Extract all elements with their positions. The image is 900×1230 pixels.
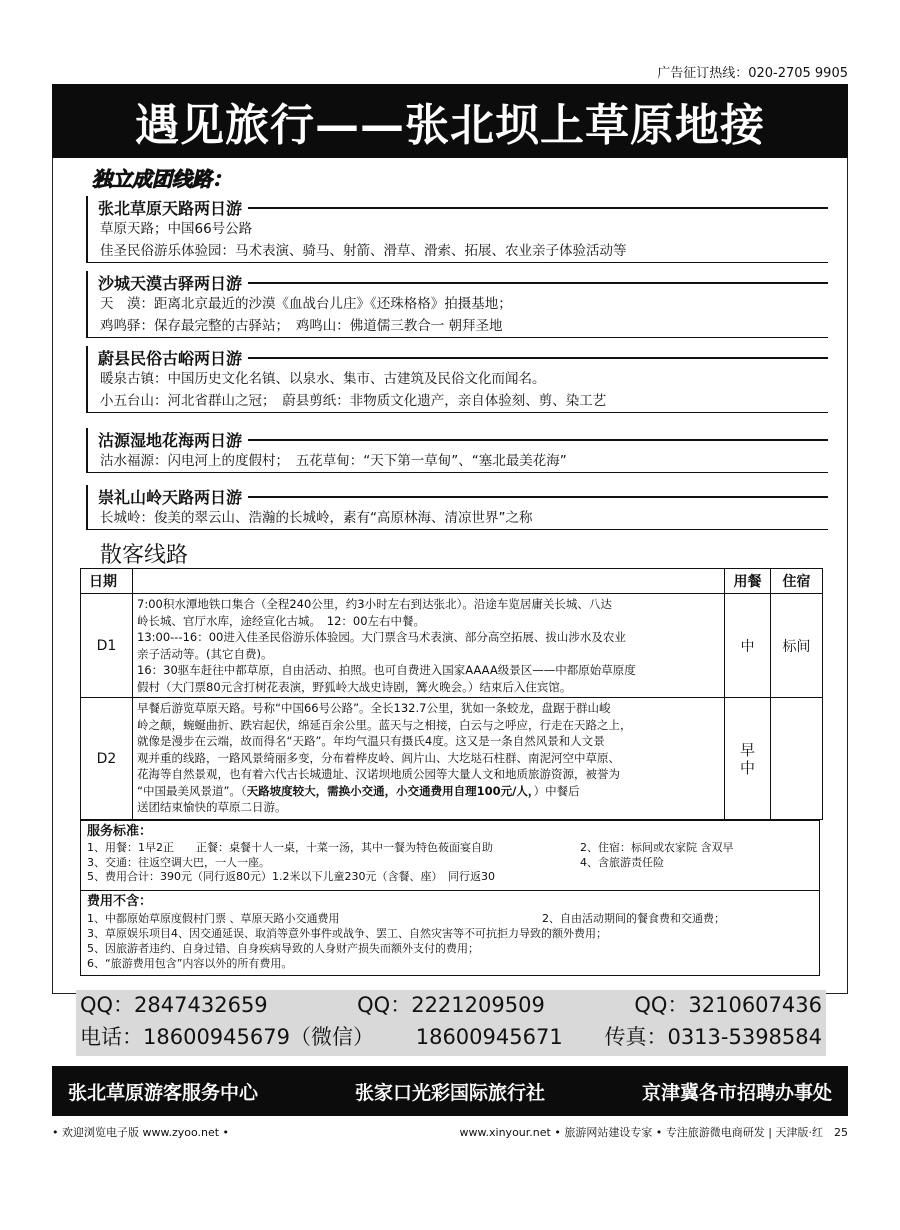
desc-line: 观并重的线路，一路风景绮丽多变，分布着桦皮岭、闾片山、大圪垯石柱群、南泥河空中草原、 bbox=[137, 750, 620, 765]
day-cell: D2 bbox=[81, 698, 133, 820]
day-cell: D1 bbox=[81, 594, 133, 698]
route-block bbox=[86, 346, 828, 413]
individual-routes-heading: 散客线路 bbox=[100, 543, 189, 568]
route-line: 草原天路；中国66号公路 bbox=[100, 221, 253, 237]
route-line: 沽水福源：闪电河上的度假村； 五花草甸：“天下第一草甸”、“塞北最美花海” bbox=[100, 453, 567, 469]
route-line: 鸡鸣驿：保存最完整的古驿站； 鸡鸣山：佛道儒三教合一 朝拜圣地 bbox=[100, 318, 503, 334]
route-title: 蔚县民俗古峪两日游 bbox=[98, 348, 243, 368]
company-name: 张北草原游客服务中心 bbox=[68, 1081, 259, 1104]
route-block bbox=[86, 196, 828, 263]
exclude-item: 5、因旅游者违约、自身过错、自身疾病导致的人身财产损失而额外支付的费用； bbox=[87, 942, 479, 955]
page-footer bbox=[52, 1124, 848, 1140]
desc-part: ）中餐后 bbox=[533, 783, 580, 798]
service-item: 2、住宿：标间或农家院 含双早 bbox=[580, 841, 734, 854]
stay-cell: 标间 bbox=[771, 594, 823, 698]
desc-line: 16：30驱车赶往中都草原，自由活动、拍照。也可自费进入国家AAAA级景区——中都原始草原度 bbox=[137, 663, 636, 677]
service-title: 服务标准： bbox=[87, 824, 153, 839]
route-line: 暖泉古镇：中国历史文化名镇、以泉水、集市、古建筑及民俗文化而闻名。 bbox=[100, 371, 546, 387]
header-meal: 用餐 bbox=[725, 569, 771, 594]
desc-part: “中国最美风景道”。（ bbox=[137, 783, 247, 798]
service-item: 5、费用合计：390元（同行返80元）1.2米以下儿童230元（含餐、座） 同行返30 bbox=[87, 870, 495, 883]
route-title: 崇礼山岭天路两日游 bbox=[98, 487, 243, 507]
table-row bbox=[81, 698, 823, 820]
qq-number: QQ：3210607436 bbox=[634, 993, 822, 1017]
header-stay: 住宿 bbox=[771, 569, 823, 594]
desc-line: 假村（大门票80元含打树花表演，野狐岭大战史诗剧，篝火晚会。）结束后入住宾馆。 bbox=[137, 679, 572, 694]
desc-line bbox=[137, 783, 720, 800]
fax-number: 传真：0313-5398584 bbox=[604, 1025, 822, 1049]
route-line: 长城岭：俊美的翠云山、浩瀚的长城岭，素有“高原林海、清凉世界”之称 bbox=[100, 510, 533, 526]
group-routes-heading: 独立成团线路： bbox=[92, 167, 232, 191]
phone-number: 电话：18600945679（微信） bbox=[80, 1025, 374, 1049]
route-title: 张北草原天路两日游 bbox=[98, 198, 243, 218]
header-desc bbox=[133, 569, 725, 594]
desc-line: 7:00积水潭地铁口集合（全程240公里，约3小时左右到达张北）。沿途车览居庸关长城、八达 bbox=[137, 597, 612, 611]
desc-bold-note: 天路坡度较大，需换小交通，小交通费用自理100元/人， bbox=[246, 783, 534, 798]
stay-cell bbox=[771, 698, 823, 820]
route-line: 小五台山：河北省群山之冠； 蔚县剪纸：非物质文化遗产，亲自体验刻、剪、染工艺 bbox=[100, 393, 607, 409]
ad-hotline: 广告征订热线：020-2705 9905 bbox=[657, 66, 848, 81]
service-standard-box bbox=[80, 820, 820, 891]
exclude-item: 2、自由活动期间的餐食费和交通费； bbox=[542, 912, 725, 925]
service-item: 4、含旅游责任险 bbox=[580, 855, 664, 869]
desc-line: 岭长城、官厅水库，途经宣化古城。 12：00左右中餐。 bbox=[137, 613, 426, 628]
route-block bbox=[86, 271, 828, 338]
exclude-item: 3、草原娱乐项目4、因交通延误、取消等意外事件或战争、罢工、自然灾害等不可抗拒力导致的额外费用； bbox=[87, 927, 607, 940]
route-block bbox=[86, 485, 828, 530]
desc-line: 早餐后游览草原天路。号称“中国66号公路”。全长132.7公里，犹如一条蛟龙，盘踞于群山峻 bbox=[137, 701, 611, 715]
exclude-item: 6、“旅游费用包含”内容以外的所有费用。 bbox=[87, 957, 293, 970]
desc-line: 13:00---16：00进入佳圣民俗游乐体验园。大门票含马术表演、部分高空拓展、拔山涉水及农业 bbox=[137, 630, 626, 644]
route-line: 佳圣民俗游乐体验园：马术表演、骑马、射箭、滑草、滑索、拓展、农业亲子体验活动等 bbox=[100, 243, 627, 259]
desc-line: 就像是漫步在云端，故而得名“天路”。年均气温只有摄氏4度。这又是一条自然风景和人文景 bbox=[137, 734, 605, 748]
footer-left: • 欢迎浏览电子版 www.zyoo.net • bbox=[52, 1126, 230, 1139]
desc-line: 亲子活动等。(其它自费)。 bbox=[137, 646, 273, 661]
exclude-title: 费用不含： bbox=[87, 894, 153, 909]
route-title: 沽源湿地花海两日游 bbox=[98, 430, 243, 450]
company-name: 张家口光彩国际旅行社 bbox=[354, 1081, 545, 1104]
desc-cell bbox=[133, 698, 725, 820]
fee-exclusions-box bbox=[80, 890, 820, 976]
contact-panel bbox=[76, 990, 826, 1056]
table-row bbox=[81, 594, 823, 698]
footer-bar bbox=[52, 1066, 848, 1116]
exclude-item: 1、中都原始草原度假村门票 、草原天路小交通费用 bbox=[87, 912, 340, 925]
company-name: 京津冀各市招聘办事处 bbox=[641, 1081, 832, 1104]
meal-cell: 早中 bbox=[725, 698, 771, 820]
footer-right: www.xinyour.net • 旅游网站建设专家 • 专注旅游微电商研发 | 天津版·红 25 bbox=[459, 1126, 848, 1139]
service-item: 3、交通：往返空调大巴，一人一座。 bbox=[87, 855, 270, 869]
header-day: 日期 bbox=[81, 569, 133, 594]
desc-line: 岭之颠，蜿蜒曲折、跌宕起伏，绵延百余公里。蓝天与之相接，白云与之呼应，行走在天路之上， bbox=[137, 717, 632, 732]
phone-number: 18600945671 bbox=[415, 1025, 563, 1049]
route-title: 沙城天漠古驿两日游 bbox=[98, 273, 243, 293]
desc-line: 送团结束愉快的草原二日游。 bbox=[137, 800, 287, 814]
qq-number: QQ：2847432659 bbox=[80, 993, 268, 1017]
meal-cell: 中 bbox=[725, 594, 771, 698]
desc-line: 花海等自然景观，也有着六代古长城遗址、汉诺坝地质公园等大量人文和地质旅游资源，被誉为 bbox=[137, 767, 620, 781]
service-item: 1、用餐：1早2正 正餐：桌餐十人一桌，十菜一汤，其中一餐为特色莜面宴自助 bbox=[87, 841, 493, 854]
route-block bbox=[86, 428, 828, 473]
route-line: 天 漠：距离北京最近的沙漠《血战台儿庄》《还珠格格》拍摄基地； bbox=[100, 296, 512, 312]
page-title-banner: 遇见旅行——张北坝上草原地接 bbox=[52, 84, 848, 158]
qq-number: QQ：2221209509 bbox=[357, 993, 545, 1017]
desc-cell bbox=[133, 594, 725, 698]
itinerary-table bbox=[80, 568, 823, 820]
